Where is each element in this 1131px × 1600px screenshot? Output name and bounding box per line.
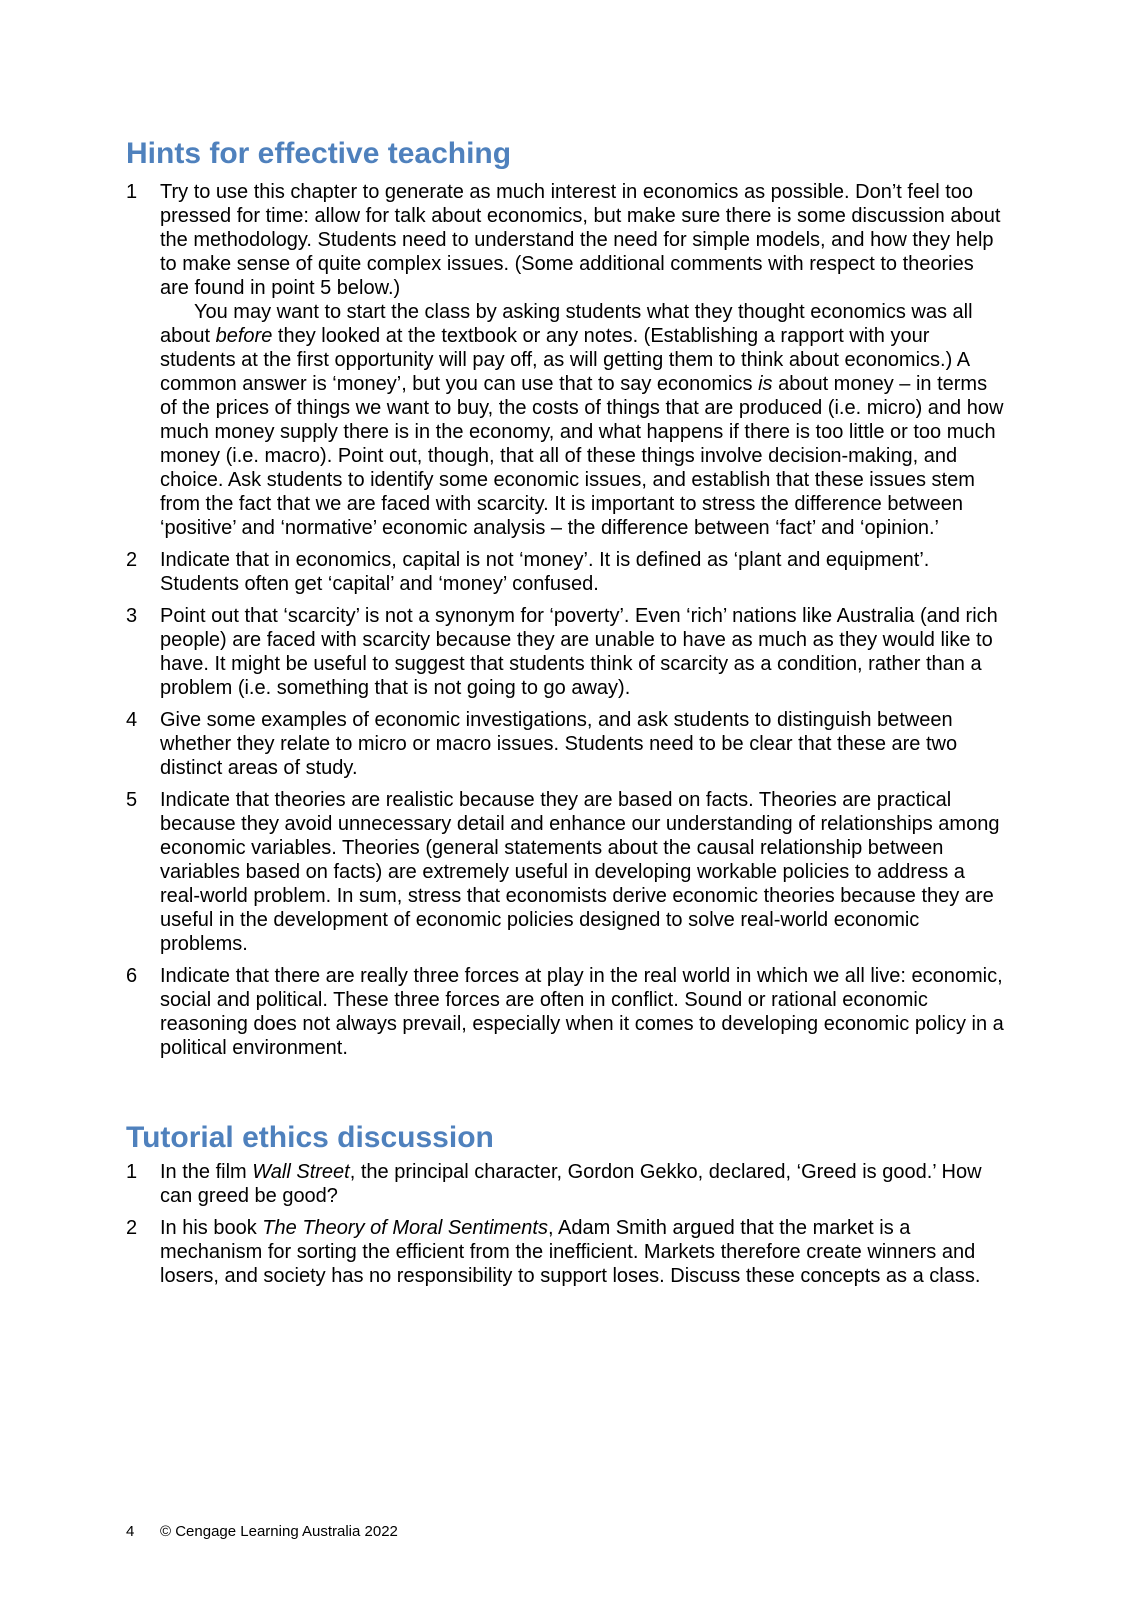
item-text: Indicate that in economics, capital is not ‘money’. It is defined as ‘plant and equipment’. Students often get ‘capital’ and ‘money’ confused. (160, 549, 930, 595)
section-heading-ethics: Tutorial ethics discussion (126, 1121, 494, 1154)
list-item (126, 964, 1006, 1060)
list-item (126, 708, 1006, 780)
item-text: Try to use this chapter to generate as much interest in economics as possible. Don’t feel too pressed for time: allow for talk about economics, but make sure there is some discussion about the methodology. Students need to understand the need for simple models, and how they help to make sense of quite complex issues. (Some additional comments with respect to theories are found in point 5 below.) (160, 181, 1001, 299)
item-number: 5 (126, 789, 138, 811)
emphasis-text: before (215, 325, 273, 347)
item-number: 1 (126, 1161, 138, 1183)
text-run: , Adam Smith argued that the market is a mechanism for sorting the efficient from the inefficient. Markets therefore create winners and losers, and society has no responsibility to support loses. Discuss these concepts as a class. (160, 1217, 981, 1287)
list-item (126, 548, 1006, 596)
list-item (126, 788, 1006, 956)
item-text (160, 1216, 1006, 1288)
hints-list (126, 180, 1006, 1068)
item-text: Indicate that there are really three forces at play in the real world in which we all live: economic, social and political. These three forces are often in conflict. Sound or rational economic reasoning does not always prevail, especially when it comes to developing economic policy in a political environment. (160, 965, 1004, 1059)
item-text: Give some examples of economic investigations, and ask students to distinguish between whether they relate to micro or macro issues. Students need to be clear that these are two distinct areas of study. (160, 709, 958, 779)
ethics-list (126, 1160, 1006, 1296)
text-run: they looked at the textbook or any notes. (Establishing a rapport with your students at the first opportunity will pay off, as will getting them to think about economics.) A common answer is ‘money’, but you can use that to say economics (160, 325, 969, 395)
section-heading-hints: Hints for effective teaching (126, 137, 512, 170)
item-number: 3 (126, 605, 138, 627)
text-run: You may want to start the class by asking students what they thought economics was all about (160, 301, 973, 347)
item-text: Indicate that theories are realistic because they are based on facts. Theories are practical because they avoid unnecessary detail and enhance our understanding of relationships among economic variables. Theories (general statements about the causal relationship between variables based on facts) are extremely useful in developing workable policies to address a real-world problem. In sum, stress that economists derive economic theories because they are useful in the development of economic policies designed to solve real-world economic problems. (160, 789, 1000, 955)
item-text (160, 1160, 1006, 1208)
text-run: In the film (160, 1161, 253, 1183)
list-item (126, 604, 1006, 700)
list-item (126, 180, 1006, 540)
item-number: 6 (126, 965, 138, 987)
list-item (126, 1216, 1006, 1288)
item-text: Point out that ‘scarcity’ is not a synonym for ‘poverty’. Even ‘rich’ nations like Australia (and rich people) are faced with scarcity because they are unable to have as much as they would like to have. It might be useful to suggest that students think of scarcity as a condition, rather than a problem (i.e. something that is not going to go away). (160, 605, 998, 699)
text-run: , the principal character, Gordon Gekko, declared, ‘Greed is good.’ How can greed be good? (160, 1161, 982, 1207)
page-footer (126, 1522, 398, 1542)
item-number: 4 (126, 709, 138, 731)
item-number: 2 (126, 1217, 138, 1239)
text-run: In his book (160, 1217, 263, 1239)
item-number: 1 (126, 181, 138, 203)
list-item (126, 1160, 1006, 1208)
item-continuation-paragraph (160, 300, 1006, 540)
book-title: The Theory of Moral Sentiments (262, 1217, 548, 1239)
text-run: about money – in terms of the prices of things we want to buy, the costs of things that are produced (i.e. micro) and how much money supply there is in the economy, and what happens if there is too little or too much money (i.e. macro). Point out, though, that all of these things involve decision-making, and choice. Ask students to identify some economic issues, and establish that these issues stem from the fact that we are faced with scarcity. It is important to stress the difference between ‘positive’ and ‘normative’ economic analysis – the difference between ‘fact’ and ‘opinion.’ (160, 373, 1004, 539)
film-title: Wall Street (252, 1161, 350, 1183)
item-number: 2 (126, 549, 138, 571)
page-number: 4 (126, 1523, 135, 1540)
emphasis-text: is (758, 373, 773, 395)
copyright-notice: © Cengage Learning Australia 2022 (160, 1523, 398, 1540)
